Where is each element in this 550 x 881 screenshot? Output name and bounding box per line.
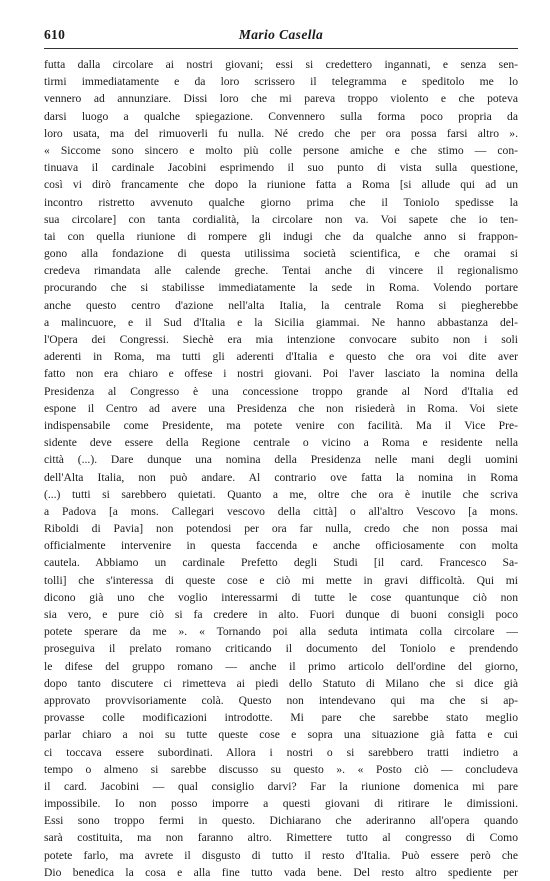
text-line: ci toccava essere subordinati. Allora i nostri o si sarebbero tratti indietro a: [44, 745, 518, 759]
document-page: [44, 26, 518, 879]
page-number: 610: [44, 27, 66, 42]
body-text: [44, 56, 518, 881]
text-line: Essi sono troppo fermi in questo. Dichiarano che aderiranno all'opera quando: [44, 814, 518, 828]
text-line: tirmi immediatamente e da loro scrissero il telegramma e speditolo me lo: [44, 75, 518, 89]
text-line: così vi dirò francamente che dopo la riunione fatta a Roma [si allude qui ad un: [44, 178, 518, 192]
text-line: Riboldi di Pavia] non potendosi per ora far nulla, credo che non possa mai: [44, 522, 518, 536]
text-line: approvato provvisoriamente colà. Questo non intendevano qui ma che si ap-: [44, 693, 518, 707]
text-line: potete sperare da me ». « Tornando poi alla seduta intimata colla circolare —: [44, 625, 518, 639]
text-line: Presidenza al Congresso è una concessione troppo grande al Nord d'Italia ed: [44, 384, 518, 398]
text-line: officialmente intervenire in questa faccenda e anche officiosamente con molta: [44, 539, 518, 553]
text-line: tempo o almeno si sarebbe discusso su questo ». « Posto ciò — concludeva: [44, 762, 518, 776]
text-line: procurando che si stabilisse immediatamente la sede in Roma. Volendo portare: [44, 281, 518, 295]
text-line: loro usata, ma del rimuoverli fu nulla. Né credo che per ora possa farsi altro ».: [44, 126, 518, 140]
text-line: sua circolare] con tanta cordialità, la circolare non va. Voi sapete che io ten-: [44, 212, 518, 226]
text-line: anche questo centro d'azione nell'alta Italia, la centrale Roma si piegherebbe: [44, 298, 518, 312]
text-line: indispensabile come Presidente, ma potete venire con facilità. Ma il Vice Pre-: [44, 418, 518, 432]
text-line: espone il Centro ad avere una Presidenza che non risiederà in Roma. Voi siete: [44, 401, 518, 415]
text-line: provasse colle modificazioni introdotte. Mi pare che sarebbe stato meglio: [44, 711, 518, 725]
text-line: dell'Alta Italia, non può andare. Al contrario ove fatta la nomina in Roma: [44, 470, 518, 484]
text-line: sarà costituita, ma non faranno altro. Rimettere tutto al congresso di Como: [44, 831, 518, 845]
text-line: « Siccome sono sincero e molto più colle persone amiche e che stimo — con-: [44, 143, 518, 157]
text-line: il card. Jacobini — qual consiglio darvi? Far la riunione domenica mi pare: [44, 779, 518, 793]
text-line: dopo tanto discutere ci rimetteva ai piedi dello Statuto di Milano che si dice già: [44, 676, 518, 690]
text-line: a Padova [a mons. Callegari vescovo della città] o all'altro Vescovo [a mons.: [44, 504, 518, 518]
text-line: l'Opera dei Congressi. Siechè era mia intenzione convocare subito non i soli: [44, 333, 518, 346]
text-line: credeva rimandata alle calende greche. Tentai anche di vincere il regionalismo: [44, 264, 518, 278]
text-line: Dio benedica la cosa e alla fine tutto vada bene. Del resto altro spediente per: [44, 865, 518, 879]
text-line: a malincuore, e il Sud d'Italia e la Sicilia giammai. Ne hanno abbastanza del-: [44, 315, 518, 329]
text-line: gono alla fondazione di questa utilissima società scientifica, e che oramai si: [44, 247, 518, 261]
text-line: aderenti in Roma, ma tutti gli aderenti d'Italia e questo che ora voi dite aver: [44, 350, 518, 364]
text-line: dicono già uno che voglio interessarmi di tutte le cose quantunque ciò non: [44, 590, 518, 604]
text-line: tinuava il cardinale Jacobini esprimendo il suo punto di vista sulla questione,: [44, 161, 518, 175]
text-line: le difese del gruppo romano — anche il primo articolo dell'ordine del giorno,: [44, 659, 518, 673]
text-line: impossibile. Io non posso imporre a questi giovani di ritirare le dimissioni.: [44, 797, 518, 811]
text-line: cautela. Abbiamo un cardinale Prefetto degli Studi [il card. Francesco Sa-: [44, 556, 518, 570]
text-line: vennero ad annunziare. Dissi loro che mi pareva troppo violento e che poteva: [44, 92, 518, 106]
text-line: incontro ristretto avvenuto qualche giorno prima che il Toniolo spedisse la: [44, 195, 518, 209]
text-line: potete farlo, ma avrete il disgusto di tutto il resto d'Italia. Può essere però che: [44, 848, 518, 862]
text-line: darsi luogo a qualche spiegazione. Convennero sulla forma poco propria da: [44, 109, 518, 123]
running-title-author: Mario Casella: [238, 27, 324, 42]
text-line: parlar chiaro a noi su tutte queste cose e sopra una situazione già fatta e cui: [44, 728, 518, 742]
text-line: proseguiva il prelato romano criticando il documento del Toniolo e prendendo: [44, 642, 518, 656]
running-header: [44, 26, 518, 49]
text-line: città (...). Dare dunque una nomina della Presidenza nelle mani degli uomini: [44, 453, 518, 467]
text-line: sia vero, e pure ciò si fa credere in alto. Fuori dunque di buoni consigli poco: [44, 608, 518, 621]
text-line: tolli] che s'interessa di queste cose e ciò mi mette in gravi difficoltà. Qui mi: [44, 573, 518, 587]
text-line: fatto non era chiaro e offese i nostri giovani. Poi l'aver lasciato la nomina della: [44, 367, 518, 381]
text-line: tai con quella riunione di rompere gli indugi che da qualche anno si frappon-: [44, 229, 518, 243]
text-line: sidente deve essere della Regione centrale o vicino a Roma e residente nella: [44, 436, 518, 450]
text-line: futta dalla circolare ai nostri giovani; essi si credettero ingannati, e senza sen-: [44, 58, 518, 71]
text-line: (...) tutti si sarebbero quietati. Quanto a me, oltre che ora è inutile che scriva: [44, 487, 518, 501]
